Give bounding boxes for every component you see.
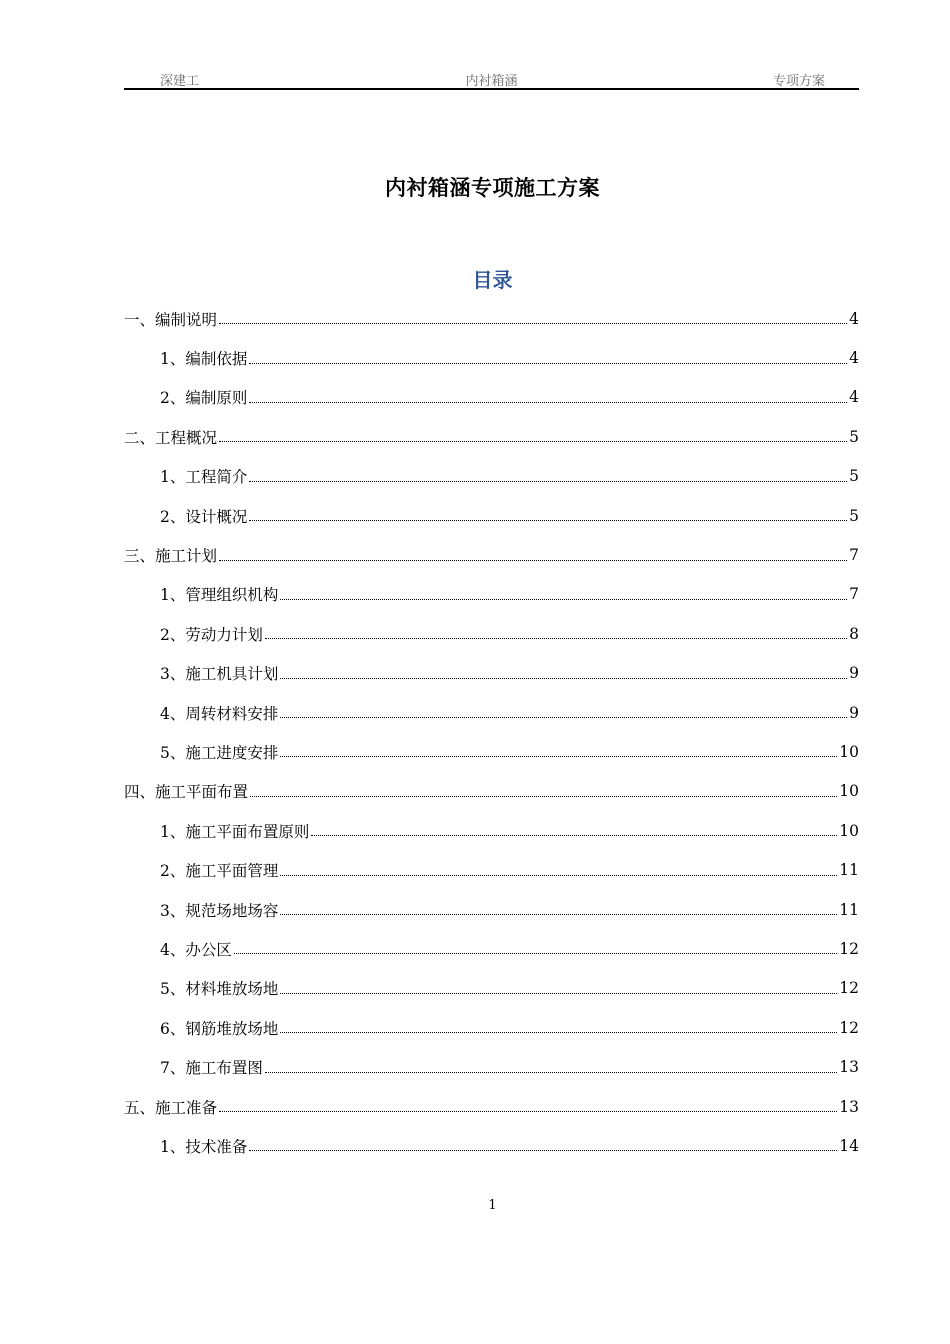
toc-entry-page: 11: [839, 861, 859, 880]
toc-entry[interactable]: [124, 850, 859, 889]
toc-entry-text: 2、设计概况: [160, 507, 248, 526]
toc-entry[interactable]: [124, 535, 859, 574]
toc-leader-dots: [249, 402, 847, 403]
toc-entry-page: 12: [839, 979, 859, 998]
toc-entry[interactable]: [124, 929, 859, 968]
toc-leader-dots: [249, 1150, 837, 1151]
toc-entry[interactable]: [124, 575, 859, 614]
toc-entry[interactable]: [124, 693, 859, 732]
toc-leader-dots: [280, 1032, 837, 1033]
toc-leader-dots: [280, 993, 837, 994]
toc-entry-page: 8: [849, 624, 859, 643]
toc-entry-page: 10: [839, 782, 859, 801]
toc-entry-page: 9: [849, 703, 859, 722]
toc-leader-dots: [250, 796, 837, 797]
toc-entry-text: 1、工程简介: [160, 468, 248, 487]
toc-entry-page: 5: [849, 506, 859, 525]
toc-leader-dots: [249, 520, 847, 521]
toc-entry-text: 3、规范场地场容: [160, 901, 279, 920]
toc-leader-dots: [219, 323, 847, 324]
toc-leader-dots: [249, 363, 847, 364]
toc-entry[interactable]: [124, 299, 859, 338]
toc-entry-page: 11: [839, 900, 859, 919]
toc-entry-page: 4: [849, 388, 859, 407]
toc-entry[interactable]: [124, 457, 859, 496]
toc-entry-text: 5、材料堆放场地: [160, 980, 279, 999]
toc-leader-dots: [280, 914, 837, 915]
toc-entry-page: 7: [849, 546, 859, 565]
toc-entry[interactable]: [124, 417, 859, 456]
toc-entry[interactable]: [124, 378, 859, 417]
toc-entry[interactable]: [124, 1047, 859, 1086]
page-header: [124, 66, 859, 90]
toc-entry-page: 5: [849, 427, 859, 446]
toc-entry-text: 1、管理组织机构: [160, 586, 279, 605]
toc-entry[interactable]: [124, 614, 859, 653]
toc-entry[interactable]: [124, 338, 859, 377]
header-center-text: 内衬箱涵: [465, 74, 518, 89]
toc-entry[interactable]: [124, 654, 859, 693]
toc-entry-page: 12: [839, 939, 859, 958]
toc-leader-dots: [280, 756, 837, 757]
toc-entry-text: 1、技术准备: [160, 1137, 248, 1156]
toc-entry-page: 10: [839, 821, 859, 840]
toc-leader-dots: [219, 560, 847, 561]
toc-entry[interactable]: [124, 969, 859, 1008]
toc-entry-text: 二、工程概况: [124, 428, 218, 447]
toc-entry-text: 五、施工准备: [124, 1098, 218, 1117]
toc-entry-text: 一、编制说明: [124, 310, 218, 329]
header-left-text: 深建工: [160, 74, 200, 89]
toc-leader-dots: [249, 481, 847, 482]
toc-entry-page: 9: [849, 664, 859, 683]
toc-entry-text: 四、施工平面布置: [124, 783, 249, 802]
toc-leader-dots: [265, 638, 847, 639]
toc-entry-text: 6、钢筋堆放场地: [160, 1019, 279, 1038]
table-of-contents: [124, 299, 859, 1166]
toc-entry-page: 13: [839, 1097, 859, 1116]
toc-leader-dots: [311, 835, 837, 836]
toc-leader-dots: [280, 678, 847, 679]
toc-entry-page: 5: [849, 467, 859, 486]
toc-entry-text: 3、施工机具计划: [160, 665, 279, 684]
toc-leader-dots: [265, 1072, 837, 1073]
toc-entry[interactable]: [124, 772, 859, 811]
toc-leader-dots: [219, 1111, 837, 1112]
toc-entry-page: 13: [839, 1058, 859, 1077]
toc-entry-page: 4: [849, 349, 859, 368]
toc-entry[interactable]: [124, 1087, 859, 1126]
toc-entry[interactable]: [124, 496, 859, 535]
toc-entry[interactable]: [124, 1126, 859, 1165]
toc-entry-page: 7: [849, 585, 859, 604]
toc-entry-text: 5、施工进度安排: [160, 743, 279, 762]
toc-entry-text: 4、周转材料安排: [160, 704, 279, 723]
toc-entry-text: 1、编制依据: [160, 350, 248, 369]
page-number: 1: [488, 1198, 497, 1213]
document-title: 内衬箱涵专项施工方案: [385, 175, 600, 200]
toc-entry[interactable]: [124, 811, 859, 850]
toc-entry-text: 4、办公区: [160, 940, 232, 959]
toc-entry-text: 1、施工平面布置原则: [160, 822, 310, 841]
toc-entry-text: 7、施工布置图: [160, 1059, 263, 1078]
toc-entry-text: 2、劳动力计划: [160, 625, 263, 644]
header-right-text: 专项方案: [772, 74, 825, 89]
toc-leader-dots: [280, 717, 847, 718]
toc-entry-text: 2、施工平面管理: [160, 862, 279, 881]
toc-entry-page: 4: [849, 309, 859, 328]
toc-entry-page: 10: [839, 742, 859, 761]
toc-entry[interactable]: [124, 890, 859, 929]
toc-heading: 目录: [472, 268, 513, 292]
toc-entry-text: 2、编制原则: [160, 389, 248, 408]
toc-entry[interactable]: [124, 1008, 859, 1047]
toc-entry-text: 三、施工计划: [124, 547, 218, 566]
toc-entry-page: 12: [839, 1018, 859, 1037]
toc-leader-dots: [219, 441, 847, 442]
toc-leader-dots: [234, 953, 837, 954]
toc-leader-dots: [280, 875, 837, 876]
toc-entry-page: 14: [839, 1136, 859, 1155]
toc-entry[interactable]: [124, 732, 859, 771]
toc-leader-dots: [280, 599, 847, 600]
